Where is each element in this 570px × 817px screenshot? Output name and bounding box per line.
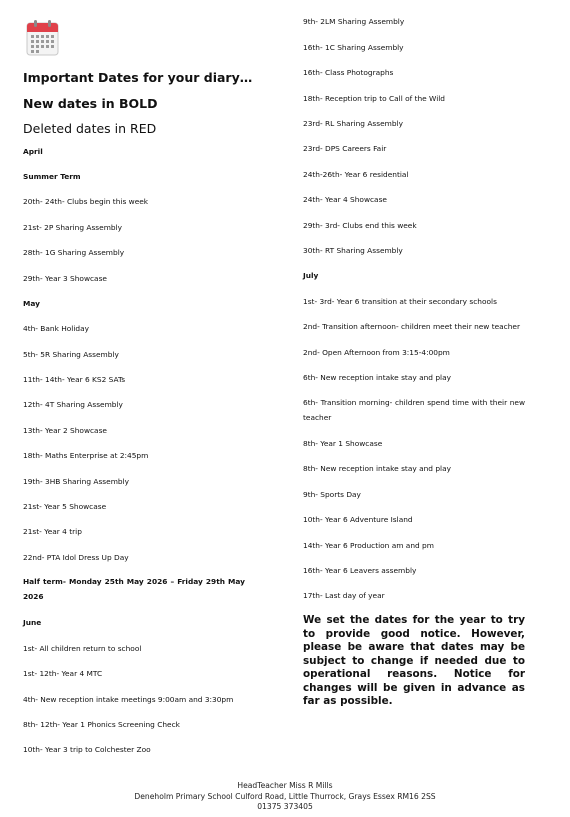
list-item: Summer Term	[23, 172, 81, 181]
list-item: 9th- Sports Day	[303, 490, 361, 499]
footer	[0, 781, 570, 813]
list-item: 21st- 2P Sharing Assembly	[23, 223, 123, 232]
list-item: 23rd- DPS Careers Fair	[303, 144, 387, 153]
list-item: 19th- 3HB Sharing Assembly	[23, 477, 130, 486]
list-item: 18th- Reception trip to Call of the Wild	[303, 94, 445, 103]
notice-paragraph: We set the dates for the year to try to provide good notice. However, please be aware that dates may be subject to change if needed due to operational reasons. Notice for changes will be given in advance as far as possible.	[303, 614, 525, 707]
list-item: 21st- Year 5 Showcase	[23, 502, 107, 511]
list-item: June	[23, 618, 42, 627]
list-item: 24th- Year 4 Showcase	[303, 195, 387, 204]
list-item: 9th- 2LM Sharing Assembly	[303, 17, 405, 26]
list-item: 29th- 3rd- Clubs end this week	[303, 221, 417, 230]
list-item: 1st- 3rd- Year 6 transition at their secondary schools	[303, 297, 497, 306]
list-item: 6th- New reception intake stay and play	[303, 373, 451, 382]
new-dates-note: New dates in BOLD	[23, 96, 158, 111]
footer-address: Deneholm Primary School Culford Road, Little Thurrock, Grays Essex RM16 2SS	[134, 791, 436, 801]
list-item: 28th- 1G Sharing Assembly	[23, 248, 125, 257]
list-item: 14th- Year 6 Production am and pm	[303, 541, 434, 550]
list-item: 24th-26th- Year 6 residential	[303, 170, 409, 179]
list-item: 12th- 4T Sharing Assembly	[23, 400, 123, 409]
list-item: 17th- Last day of year	[303, 591, 385, 600]
calendar-icon	[26, 20, 59, 56]
page-title: Important Dates for your diary…	[23, 70, 253, 85]
list-item: 20th- 24th- Clubs begin this week	[23, 197, 149, 206]
list-item: 21st- Year 4 trip	[23, 527, 82, 536]
list-item: 10th- Year 3 trip to Colchester Zoo	[23, 745, 151, 754]
list-item: 11th- 14th- Year 6 KS2 SATs	[23, 375, 126, 384]
list-item: 8th- Year 1 Showcase	[303, 439, 383, 448]
list-item: 1st- All children return to school	[23, 644, 142, 653]
deleted-dates-note: Deleted dates in RED	[23, 121, 157, 136]
footer-phone: 01375 373405	[257, 802, 313, 811]
list-item: 6th- Transition morning- children spend time with their new teacher	[303, 398, 525, 422]
list-item: 8th- 12th- Year 1 Phonics Screening Check	[23, 720, 180, 729]
footer-headteacher: HeadTeacher Miss R Mills	[237, 781, 333, 790]
list-item: 5th- 5R Sharing Assembly	[23, 350, 119, 359]
half-term-note: Half term- Monday 25th May 2026 – Friday 29th May 2026	[23, 577, 245, 601]
list-item: 4th- Bank Holiday	[23, 324, 89, 333]
list-item: July	[303, 271, 319, 280]
list-item: 16th- Class Photographs	[303, 68, 394, 77]
list-item: 16th- Year 6 Leavers assembly	[303, 566, 417, 575]
list-item: 2nd- Transition afternoon- children meet their new teacher	[303, 322, 521, 331]
list-item: 18th- Maths Enterprise at 2:45pm	[23, 451, 149, 460]
list-item: 16th- 1C Sharing Assembly	[303, 43, 404, 52]
list-item: 30th- RT Sharing Assembly	[303, 246, 403, 255]
list-item: 1st- 12th- Year 4 MTC	[23, 669, 103, 678]
list-item: 10th- Year 6 Adventure Island	[303, 515, 413, 524]
list-item: 22nd- PTA Idol Dress Up Day	[23, 553, 129, 562]
list-item: 8th- New reception intake stay and play	[303, 464, 451, 473]
list-item: 4th- New reception intake meetings 9:00am and 3:30pm	[23, 695, 234, 704]
list-item: May	[23, 299, 40, 308]
list-item: 29th- Year 3 Showcase	[23, 274, 107, 283]
list-item: 13th- Year 2 Showcase	[23, 426, 107, 435]
list-item: 23rd- RL Sharing Assembly	[303, 119, 403, 128]
list-item: 2nd- Open Afternoon from 3:15-4:00pm	[303, 348, 450, 357]
list-item: April	[23, 147, 43, 156]
